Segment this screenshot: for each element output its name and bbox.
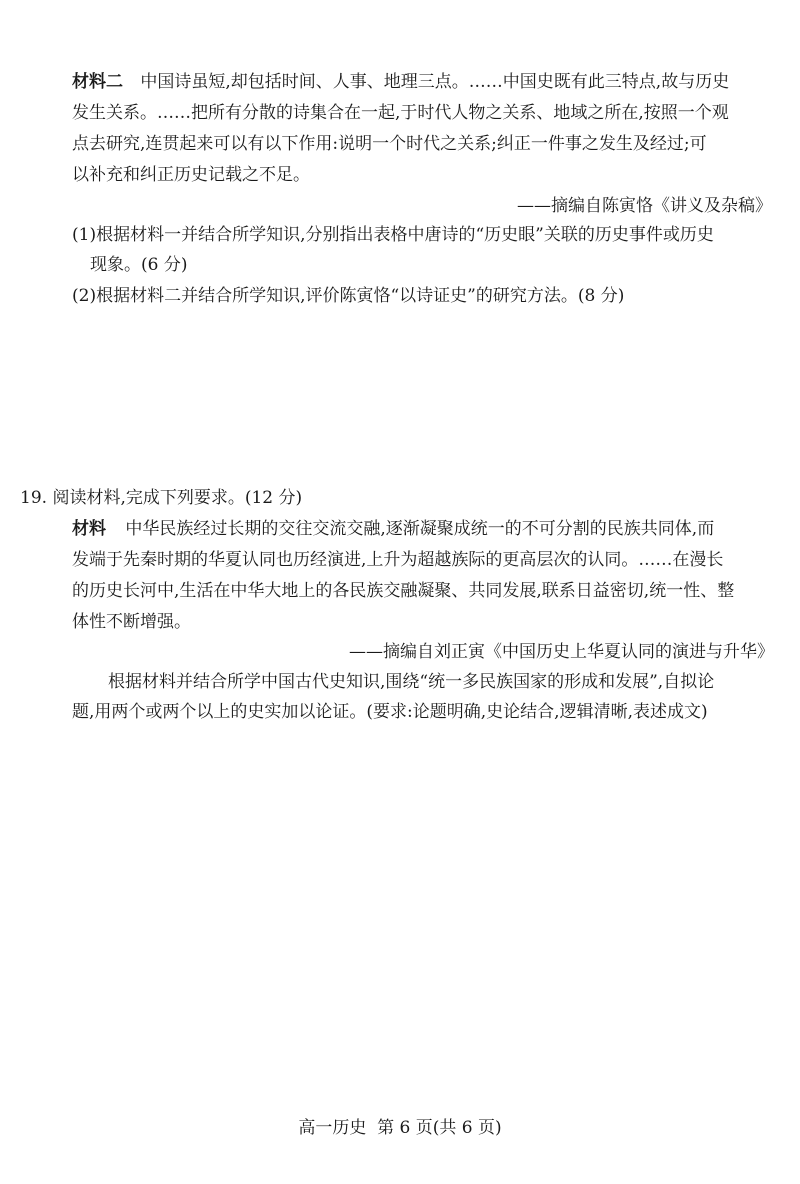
- sub-question-2: (2)根据材料二并结合所学知识,评价陈寅恪“以诗证史”的研究方法。(8 分): [72, 286, 625, 306]
- sub-question-1-cont: 现象。(6 分): [90, 255, 188, 275]
- material-line: 的历史长河中,生活在中华大地上的各民族交融凝聚、共同发展,联系日益密切,统一性、整: [72, 581, 735, 601]
- material-line: 体性不断增强。: [72, 612, 191, 632]
- material-line: 中华民族经过长期的交往交流交融,逐渐凝聚成统一的不可分割的民族共同体,而: [125, 519, 715, 539]
- page-footer: 高一历史 第 6 页(共 6 页): [298, 1118, 502, 1138]
- material-2-line: 以补充和纠正历史记载之不足。: [72, 165, 310, 185]
- material-2-line: 点去研究,连贯起来可以有以下作用:说明一个时代之关系;纠正一件事之发生及经过;可: [72, 134, 707, 154]
- task-text: 根据材料并结合所学中国古代史知识,围绕“统一多民族国家的形成和发展”,自拟论: [108, 672, 715, 692]
- material-2-line: 发生关系。……把所有分散的诗集合在一起,于时代人物之关系、地域之所在,按照一个观: [72, 103, 729, 123]
- sub-question-1: (1)根据材料一并结合所学知识,分别指出表格中唐诗的“历史眼”关联的历史事件或历史: [72, 225, 714, 245]
- material-2-line: 中国诗虽短,却包括时间、人事、地理三点。……中国史既有此三特点,故与历史: [140, 72, 730, 92]
- material-label: 材料: [72, 519, 106, 539]
- material-source: ——摘编自刘正寅《中国历史上华夏认同的演进与升华》: [349, 642, 774, 662]
- material-2-source: ——摘编自陈寅恪《讲义及杂稿》: [517, 196, 772, 216]
- material-2-label: 材料二: [72, 72, 123, 92]
- material-line: 发端于先秦时期的华夏认同也历经演进,上升为超越族际的更高层次的认同。……在漫长: [72, 550, 724, 570]
- task-text-cont: 题,用两个或两个以上的史实加以论证。(要求:论题明确,史论结合,逻辑清晰,表述成文): [72, 702, 708, 722]
- question-19-title: 19. 阅读材料,完成下列要求。(12 分): [20, 488, 303, 508]
